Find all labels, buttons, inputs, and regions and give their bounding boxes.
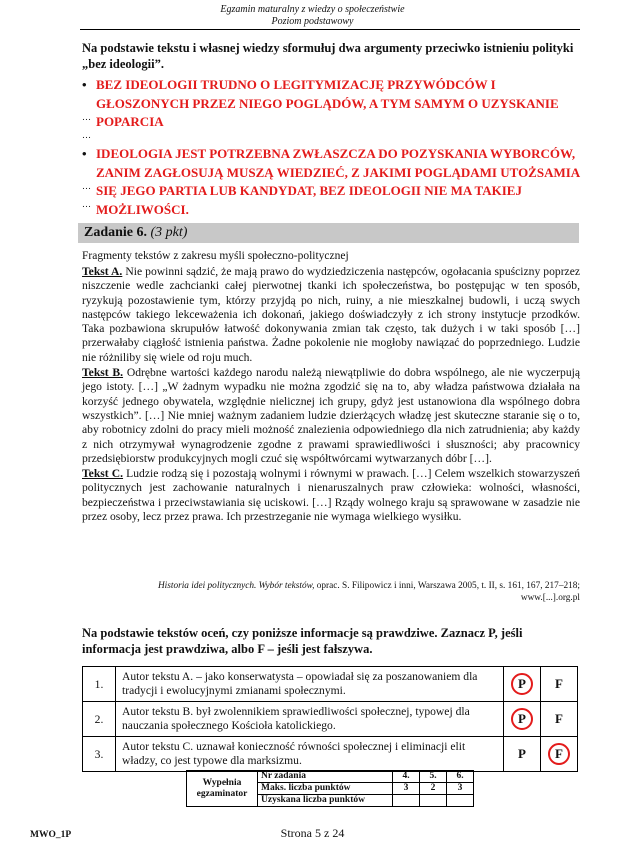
- score-input-cell[interactable]: [447, 795, 474, 807]
- source-citation: [82, 580, 580, 604]
- table-row: [83, 702, 578, 737]
- score-row-label: Nr zadania: [258, 771, 393, 783]
- table-row: [187, 771, 474, 783]
- header-divider: [80, 29, 580, 30]
- statement-text: Autor tekstu C. uznawał konieczność równości społecznej i eliminacji elit władzy, co jest typowe dla marksizmu.: [116, 737, 504, 772]
- true-false-table: [82, 666, 578, 772]
- score-cell: 6.: [447, 771, 474, 783]
- table-row: [83, 737, 578, 772]
- selection-circle-icon: [511, 708, 533, 730]
- score-cell: 3: [393, 783, 420, 795]
- answer-1: [82, 76, 586, 140]
- exam-level: Poziom podstawowy: [271, 16, 354, 27]
- option-f[interactable]: F: [541, 702, 578, 737]
- ellipsis-marker: …: [82, 181, 91, 191]
- bullet-icon: •: [82, 77, 87, 92]
- score-row-label: Uzyskana liczba punktów: [258, 795, 393, 807]
- task-heading: [78, 223, 579, 243]
- task-title: Zadanie 6.: [84, 225, 148, 240]
- text-a-body: Nie powinni sądzić, że mają prawo do wydziedziczenia następców, ogołacania spuścizny poprzez niszczenie wedle zachcianki całej pierwotnej tkanki ich społeczeństwa, bo postępując w ten sposób, ryzykują pozostawienie tym, którzy przyjdą po nich, ruiny, a nie mieszkalnej budowli, i uczą swych następców takiego lekceważenia ich dokonań, jakiego doświadczyły z ich strony instytucje przodków. Taka pozbawiona skrupułów łatwość dokonywania zmian tak często, tak dużych i w taki sposób […] przerwałaby ciągłość istnienia państwa. Żadne pokolenie nie mogłoby nawiązać do poprzedniego. Ludzie nie różniliby się wiele od roju much.: [82, 265, 580, 364]
- row-number: 3.: [83, 737, 116, 772]
- ellipsis-marker: …: [82, 199, 91, 209]
- table-row: [83, 667, 578, 702]
- option-p[interactable]: P: [504, 737, 541, 772]
- text-c: [82, 467, 580, 524]
- ellipsis-marker: …: [82, 112, 91, 122]
- text-b-body: Odrębne wartości każdego narodu należą niewątpliwie do dobra wspólnego, ale nie wyczerpują jego istoty. […] „W żadnym wypadku nie można zgodzić się na to, aby władza państwowa działała na korzyść jednego obywatela, względnie nielicznej ich grupy, gdyż jest ustanowiona dla wspólnego dobra wszystkich”. […] Nie mniej ważnym zadaniem ludzie dzierżących władzę jest skuteczne staranie się o to, aby robotnicy zdolni do pracy mieli możność znalezienia odpowiedniego dla nich zatrudnienia; aby każdy z nich otrzymywał wynagrodzenie zgodne z prawami sprawiedliwości i słuszności; aby pracownicy przedsiębiorstw produkcyjnych mogli czuć się współtwórcami wytwarzanych dóbr […].: [82, 366, 580, 465]
- score-cell: 2: [420, 783, 447, 795]
- ellipsis-marker: …: [82, 130, 91, 140]
- question-instruction: Na podstawie tekstu i własnej wiedzy sformułuj dwa argumenty przeciwko istnieniu polityki „bez ideologii”.: [82, 41, 574, 71]
- option-p[interactable]: P: [504, 702, 541, 737]
- score-row-label: Maks. liczba punktów: [258, 783, 393, 795]
- row-number: 2.: [83, 702, 116, 737]
- answer-2: [82, 145, 586, 219]
- text-b: [82, 366, 580, 466]
- answer-2-text: IDEOLOGIA JEST POTRZEBNA ZWŁASZCZA DO POZYSKANIA WYBORCÓW, ZANIM ZAGŁOSUJĄ MUSZĄ WIEDZIEĆ, Z JAKIMI POGLĄDAMI UTOŻSAMIA SIĘ JEGO PARTIA LUB KANDYDAT, BEZ IDEOLOGII NIE MA TAKIEJ MOŻLIWOŚCI.: [96, 146, 580, 217]
- score-input-cell[interactable]: [420, 795, 447, 807]
- text-a-label: Tekst A.: [82, 265, 123, 278]
- selection-circle-icon: [511, 673, 533, 695]
- option-p[interactable]: P: [504, 667, 541, 702]
- page-number: Strona 5 z 24: [280, 826, 345, 840]
- source-details: oprac. S. Filipowicz i inni, Warszawa 2005, t. II, s. 161, 167, 217–218;: [314, 581, 580, 591]
- examiner-label: Wypełnia egzaminator: [187, 771, 258, 807]
- fragments-subtitle: Fragmenty tekstów z zakresu myśli społeczno-politycznej: [82, 250, 349, 262]
- exam-code: MWO_1P: [30, 830, 72, 840]
- source-texts: [82, 265, 580, 525]
- bullet-icon: •: [82, 146, 87, 161]
- examiner-score-box: [186, 770, 474, 807]
- answer-1-text: BEZ IDEOLOGII TRUDNO O LEGITYMIZACJĘ PRZYWÓDCÓW I GŁOSZONYCH PRZEZ NIEGO POGLĄDÓW, A TYM SAMYM O UZYSKANIE POPARCIA: [96, 77, 559, 129]
- text-b-label: Tekst B.: [82, 366, 124, 380]
- statement-text: Autor tekstu A. – jako konserwatysta – opowiadał się za poszanowaniem dla tradycji i ewolucyjnymi zmianami społecznymi.: [116, 667, 504, 702]
- source-book-title: Historia idei politycznych. Wybór tekstów,: [157, 581, 315, 591]
- true-false-instruction: Na podstawie tekstów oceń, czy poniższe informacje są prawdziwe. Zaznacz P, jeśli informacja jest prawdziwa, albo F – jeśli jest fałszywa.: [82, 626, 523, 656]
- option-f[interactable]: F: [541, 667, 578, 702]
- statement-text: Autor tekstu B. był zwolennikiem sprawiedliwości społecznej, typowej dla nauczania społecznego Kościoła katolickiego.: [116, 702, 504, 737]
- score-cell: 4.: [393, 771, 420, 783]
- text-a: [82, 265, 580, 365]
- score-input-cell[interactable]: [393, 795, 420, 807]
- row-number: 1.: [83, 667, 116, 702]
- exam-title: Egzamin maturalny z wiedzy o społeczeństwie: [220, 4, 405, 15]
- text-c-label: Tekst C.: [82, 467, 124, 481]
- option-f[interactable]: F: [541, 737, 578, 772]
- text-c-body: Ludzie rodzą się i pozostają wolnymi i równymi w prawach. […] Celem wszelkich stowarzyszeń politycznych jest zachowanie naturalnych i nienaruszalnych praw człowieka: wolności, własności, bezpieczeństwa i przeciwstawiania się uciskowi. […] Rządy wolnego kraju są sprawowane w zasadzie nie przez osoby, lecz przez prawa. Ich przestrzeganie nie wymaga wielkiego wysiłku.: [82, 467, 580, 524]
- score-cell: 3: [447, 783, 474, 795]
- selection-circle-icon: [548, 743, 570, 765]
- score-cell: 5.: [420, 771, 447, 783]
- task-points: (3 pkt): [150, 225, 188, 240]
- source-url: www.[...].org.pl: [520, 593, 580, 603]
